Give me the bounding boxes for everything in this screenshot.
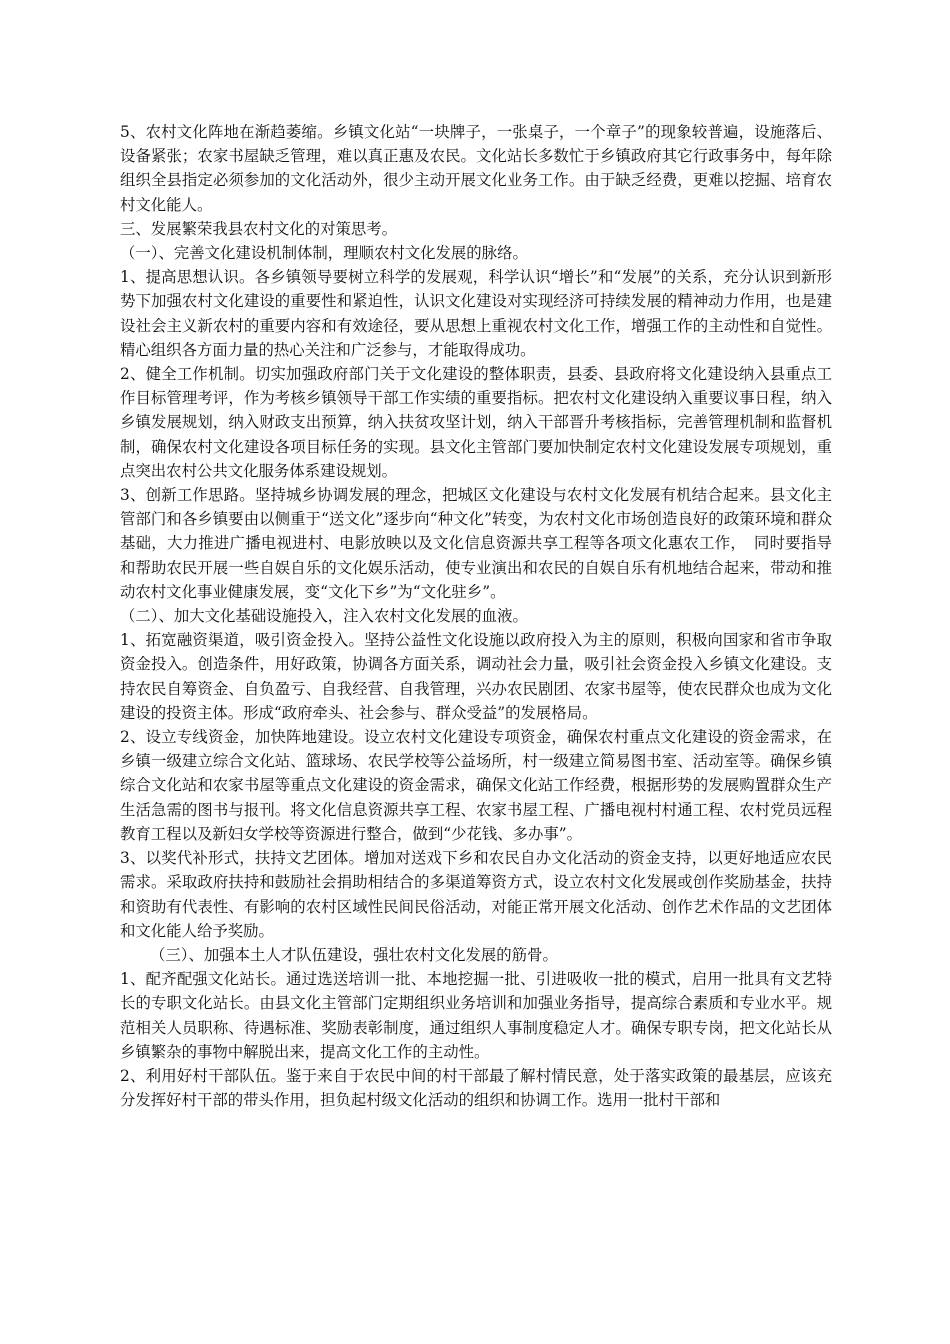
heading-section-three: 三、发展繁荣我县农村文化的对策思考。 (120, 219, 398, 238)
paragraph-rural-culture-sites: 5、农村文化阵地在渐趋萎缩。乡镇文化站“一块牌子，一张桌子，一个章子”的现象较普遍，设施落后、设备紧张；农家书屋缺乏管理，难以真正惠及农民。文化站长多数忙于乡镇政府其它行政事务中，每年除组织全县指定必须参加的文化活动外，很少主动开展文化业务工作。由于缺乏经费，更难以挖掘、培育农村文化能人。 (120, 123, 832, 214)
subheading-mechanism: （一）、完善文化建设机制体制，理顺农村文化发展的脉络。 (120, 244, 528, 263)
paragraph-innovate-approach: 3、创新工作思路。坚持城乡协调发展的理念，把城区文化建设与农村文化发展有机结合起来。县文化主管部门和各乡镇要由以侧重于“送文化”逐步向“种文化”转变，为农村文化市场创造良好的政策环境和群众基础，大力推进广播电视进村、电影放映以及文化信息资源共享工程等各项文化惠农工作， 同时要指导和帮助农民开展一些自娱自乐的文化娱乐活动，使专业演出和农民的自娱自乐有机地结合起来，带动和推动农村文化事业健康发展，变“文化下乡”为“文化驻乡”。 (120, 486, 832, 601)
document-page (120, 120, 832, 1112)
paragraph-reward-subsidy: 3、以奖代补形式，扶持文艺团体。增加对送戏下乡和农民自办文化活动的资金支持，以更好地适应农民需求。采取政府扶持和鼓励社会捐助相结合的多渠道筹资方式，设立农村文化发展或创作奖励基金，扶持和资助有代表性、有影响的农村区域性民间民俗活动，对能正常开展文化活动、创作艺术作品的文艺团体和文化能人给予奖励。 (120, 849, 832, 940)
paragraph-special-funds: 2、设立专线资金，加快阵地建设。设立农村文化建设专项资金，确保农村重点文化建设的资金需求，在乡镇一级建立综合文化站、篮球场、农民学校等公益场所，村一级建立简易图书室、活动室等。确保乡镇综合文化站和农家书屋等重点文化建设的资金需求，确保文化站工作经费，根据形势的发展购置群众生产生活急需的图书与报刊。将文化信息资源共享工程、农家书屋工程、广播电视村村通工程、农村党员远程教育工程以及新妇女学校等资源进行整合，做到“少花钱、多办事”。 (120, 728, 832, 843)
subheading-infrastructure: （二）、加大文化基础设施投入，注入农村文化发展的血液。 (120, 607, 528, 626)
paragraph-financing-channels: 1、拓宽融资渠道，吸引资金投入。坚持公益性文化设施以政府投入为主的原则，积极向国家和省市争取资金投入。创造条件，用好政策，协调各方面关系，调动社会力量，吸引社会资金投入乡镇文化建设。支持农民自筹资金、自负盈亏、自我经营、自我管理，兴办农民剧团、农家书屋等，使农民群众也成为文化建设的投资主体。形成“政府牵头、社会参与、群众受益”的发展格局。 (120, 631, 832, 722)
subheading-talent-team: （三）、加强本土人才队伍建设，强壮农村文化发展的筋骨。 (150, 945, 558, 964)
paragraph-village-cadres: 2、利用好村干部队伍。鉴于来自于农民中间的村干部最了解村情民意，处于落实政策的最基层，应该充分发挥好村干部的带头作用，担负起村级文化活动的组织和协调工作。选用一批村干部和 (120, 1066, 832, 1110)
paragraph-raise-awareness: 1、提高思想认识。各乡镇领导要树立科学的发展观，科学认识“增长”和“发展”的关系，充分认识到新形势下加强农村文化建设的重要性和紧迫性，认识文化建设对实现经济可持续发展的精神动力作用，也是建设社会主义新农村的重要内容和有效途径，要从思想上重视农村文化工作，增强工作的主动性和自觉性。精心组织各方面力量的热心关注和广泛参与，才能取得成功。 (120, 268, 832, 359)
paragraph-work-mechanism: 2、健全工作机制。切实加强政府部门关于文化建设的整体职责，县委、县政府将文化建设纳入县重点工作目标管理考评，作为考核乡镇领导干部工作实绩的重要指标。把农村文化建设纳入重要议事日程，纳入乡镇发展规划，纳入财政支出预算，纳入扶贫攻坚计划，纳入干部晋升考核指标，完善管理机制和监督机制，确保农村文化建设各项目标任务的实现。县文化主管部门要加快制定农村文化建设发展专项规划，重点突出农村公共文化服务体系建设规划。 (120, 365, 832, 480)
paragraph-station-heads: 1、配齐配强文化站长。通过选送培训一批、本地挖掘一批、引进吸收一批的模式，启用一批具有文艺特长的专职文化站长。由县文化主管部门定期组织业务培训和加强业务指导，提高综合素质和专业水平。规范相关人员职称、待遇标准、奖励表彰制度，通过组织人事制度稳定人才。确保专职专岗，把文化站长从乡镇繁杂的事物中解脱出来，提高文化工作的主动性。 (120, 970, 832, 1061)
